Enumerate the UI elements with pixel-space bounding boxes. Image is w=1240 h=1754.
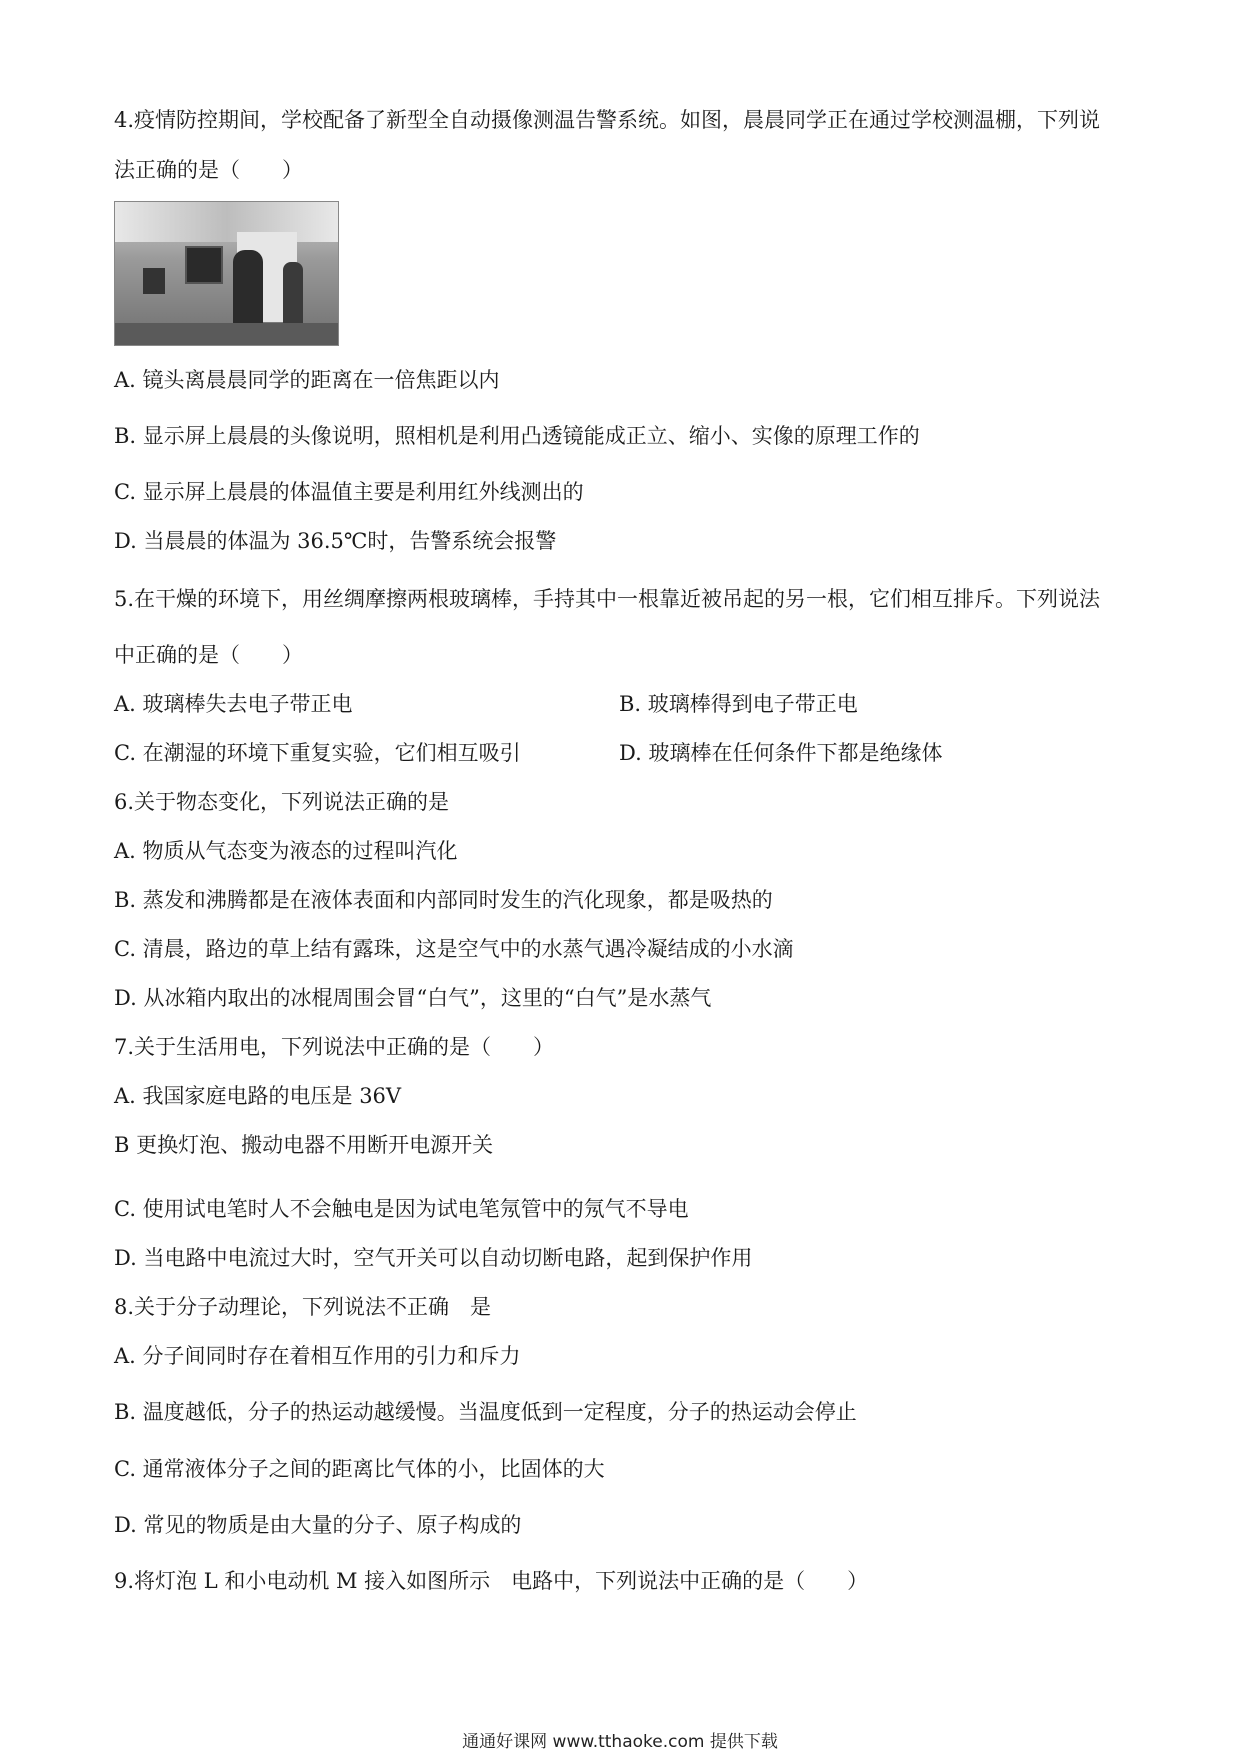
q9-stem: 9.将灯泡 L 和小电动机 M 接入如图所示 电路中，下列说法中正确的是（ ） — [114, 1569, 869, 1593]
q7-option-c: C. 使用试电笔时人不会触电是因为试电笔氖管中的氖气不导电 — [114, 1197, 689, 1221]
q4-stem-line2: 法正确的是（ ） — [114, 158, 303, 182]
q5-option-b: B. 玻璃棒得到电子带正电 — [619, 692, 858, 716]
q6-stem: 6.关于物态变化，下列说法正确的是 — [114, 790, 450, 814]
q7-option-a: A. 我国家庭电路的电压是 36V — [114, 1084, 402, 1108]
q4-option-b: B. 显示屏上晨晨的头像说明，照相机是利用凸透镜能成正立、缩小、实像的原理工作的 — [114, 424, 920, 448]
q8-option-a: A. 分子间同时存在着相互作用的引力和斥力 — [114, 1344, 521, 1368]
q5-stem-line2: 中正确的是（ ） — [114, 643, 303, 667]
q4-option-d: D. 当晨晨的体温为 36.5℃时，告警系统会报警 — [114, 529, 557, 553]
q5-option-d: D. 玻璃棒在任何条件下都是绝缘体 — [619, 741, 943, 765]
q7-option-d: D. 当电路中电流过大时，空气开关可以自动切断电路，起到保护作用 — [114, 1246, 753, 1270]
q6-option-b: B. 蒸发和沸腾都是在液体表面和内部同时发生的汽化现象，都是吸热的 — [114, 888, 773, 912]
q6-option-a: A. 物质从气态变为液态的过程叫汽化 — [114, 839, 458, 863]
q5-stem-line1: 5.在干燥的环境下，用丝绸摩擦两根玻璃棒，手持其中一根靠近被吊起的另一根，它们相互排斥。下列说法 — [114, 587, 1101, 611]
q4-option-a: A. 镜头离晨晨同学的距离在一倍焦距以内 — [114, 368, 500, 392]
q5-option-c: C. 在潮湿的环境下重复实验，它们相互吸引 — [114, 741, 521, 765]
q6-option-c: C. 清晨，路边的草上结有露珠，这是空气中的水蒸气遇冷凝结成的小水滴 — [114, 937, 794, 961]
q4-option-c: C. 显示屏上晨晨的体温值主要是利用红外线测出的 — [114, 480, 584, 504]
q5-option-a: A. 玻璃棒失去电子带正电 — [114, 692, 353, 716]
q8-option-c: C. 通常液体分子之间的距离比气体的小，比固体的大 — [114, 1457, 605, 1481]
q6-option-d: D. 从冰箱内取出的冰棍周围会冒“白气”，这里的“白气”是水蒸气 — [114, 986, 712, 1010]
q4-stem-line1: 4.疫情防控期间，学校配备了新型全自动摄像测温告警系统。如图，晨晨同学正在通过学校测温棚，下列说 — [114, 108, 1101, 132]
q8-option-d: D. 常见的物质是由大量的分子、原子构成的 — [114, 1513, 522, 1537]
page-footer: 通通好课网 www.tthaoke.com 提供下载 — [462, 1732, 778, 1752]
q8-stem: 8.关于分子动理论，下列说法不正确 是 — [114, 1295, 492, 1319]
q8-option-b: B. 温度越低，分子的热运动越缓慢。当温度低到一定程度，分子的热运动会停止 — [114, 1400, 857, 1424]
temperature-check-photo — [114, 201, 339, 346]
q7-option-b: B 更换灯泡、搬动电器不用断开电源开关 — [114, 1133, 494, 1157]
q7-stem: 7.关于生活用电，下列说法中正确的是（ ） — [114, 1035, 555, 1059]
